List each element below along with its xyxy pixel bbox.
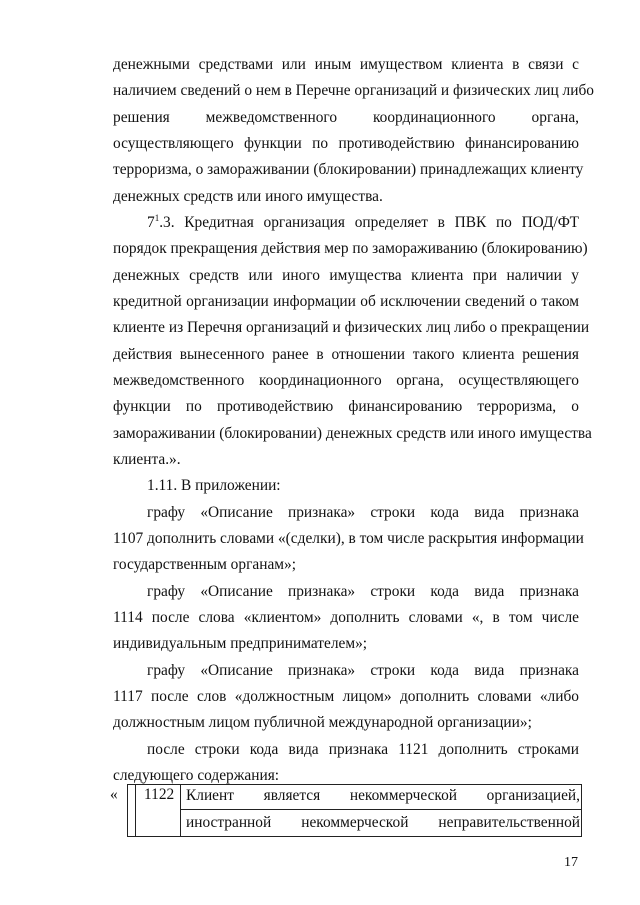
table-border-left [127, 784, 128, 837]
open-quote: « [110, 786, 118, 803]
paragraph-b-line: денежных средств или иного имущества клиента при наличии у [113, 267, 579, 284]
table-border-right [581, 784, 582, 837]
table-column-divider [180, 784, 181, 837]
paragraph-d-line: 1114 после слова «клиентом» дополнить словами «, в том числе [113, 609, 579, 626]
paragraph-b-line: замораживании (блокировании) денежных средств или иного имущества [113, 425, 592, 442]
paragraph-e-line: 1117 после слов «должностным лицом» дополнить словами «либо [113, 688, 579, 705]
table-description-line: Клиент является некоммерческой организацией, [186, 787, 580, 804]
paragraph-b-line: кредитной организации информации об исключении сведений о таком [113, 293, 579, 310]
paragraph-a-line: решения межведомственного координационного органа, [113, 109, 579, 126]
paragraph-a-line: осуществляющего функции по противодействию финансированию [113, 135, 579, 152]
table-row-divider [180, 809, 581, 810]
table-bottom-border [127, 836, 581, 837]
paragraph-b-line: действия вынесенного ранее в отношении такого клиента решения [113, 346, 579, 363]
paragraph-a-line: терроризма, о замораживании (блокировании) принадлежащих клиенту [113, 161, 584, 178]
page-number: 17 [564, 855, 578, 870]
section-heading: 1.11. В приложении: [147, 477, 281, 494]
paragraph-b-line: клиенте из Перечня организаций и физических лиц либо о прекращении [113, 319, 590, 336]
table-code-cell: 1122 [144, 786, 175, 803]
paragraph-e-line: графу «Описание признака» строки кода вида признака [147, 662, 579, 679]
paragraph-f-line: следующего содержания: [113, 767, 280, 784]
paragraph-b-line: клиента.». [113, 451, 181, 468]
table-description-line: иностранной некоммерческой неправительственной [186, 814, 580, 831]
paragraph-b-line: функции по противодействию финансированию терроризма, о [113, 398, 579, 415]
paragraph-c-line: графу «Описание признака» строки кода вида признака [147, 504, 579, 521]
paragraph-b-first-line: $7^1.3$. Кредитная организация определяет в ПВК по ПОД/ФТ [147, 213, 579, 231]
paragraph-d-line: индивидуальным предпринимателем»; [113, 635, 368, 652]
table-border-inner [135, 784, 136, 837]
paragraph-b-line: межведомственного координационного органа, осуществляющего [113, 372, 579, 389]
paragraph-e-line: должностным лицом публичной международной организации»; [113, 714, 532, 731]
paragraph-a-line: денежных средств или иного имущества. [113, 188, 383, 205]
paragraph-b-line: порядок прекращения действия мер по замораживанию (блокированию) [113, 240, 588, 257]
paragraph-a-line: наличием сведений о нем в Перечне организаций и физических лиц либо [113, 82, 594, 99]
paragraph-c-line: государственным органам»; [113, 556, 296, 573]
table-top-border [127, 784, 581, 785]
paragraph-c-line: 1107 дополнить словами «(сделки), в том числе раскрытия информации [113, 530, 584, 547]
paragraph-f-line: после строки кода вида признака 1121 дополнить строками [147, 741, 579, 758]
clause-number: $7^1.3$. [147, 213, 175, 231]
code-table [110, 784, 584, 839]
paragraph-a-line: денежными средствами или иным имуществом клиента в связи с [113, 56, 579, 73]
paragraph-d-line: графу «Описание признака» строки кода вида признака [147, 583, 579, 600]
